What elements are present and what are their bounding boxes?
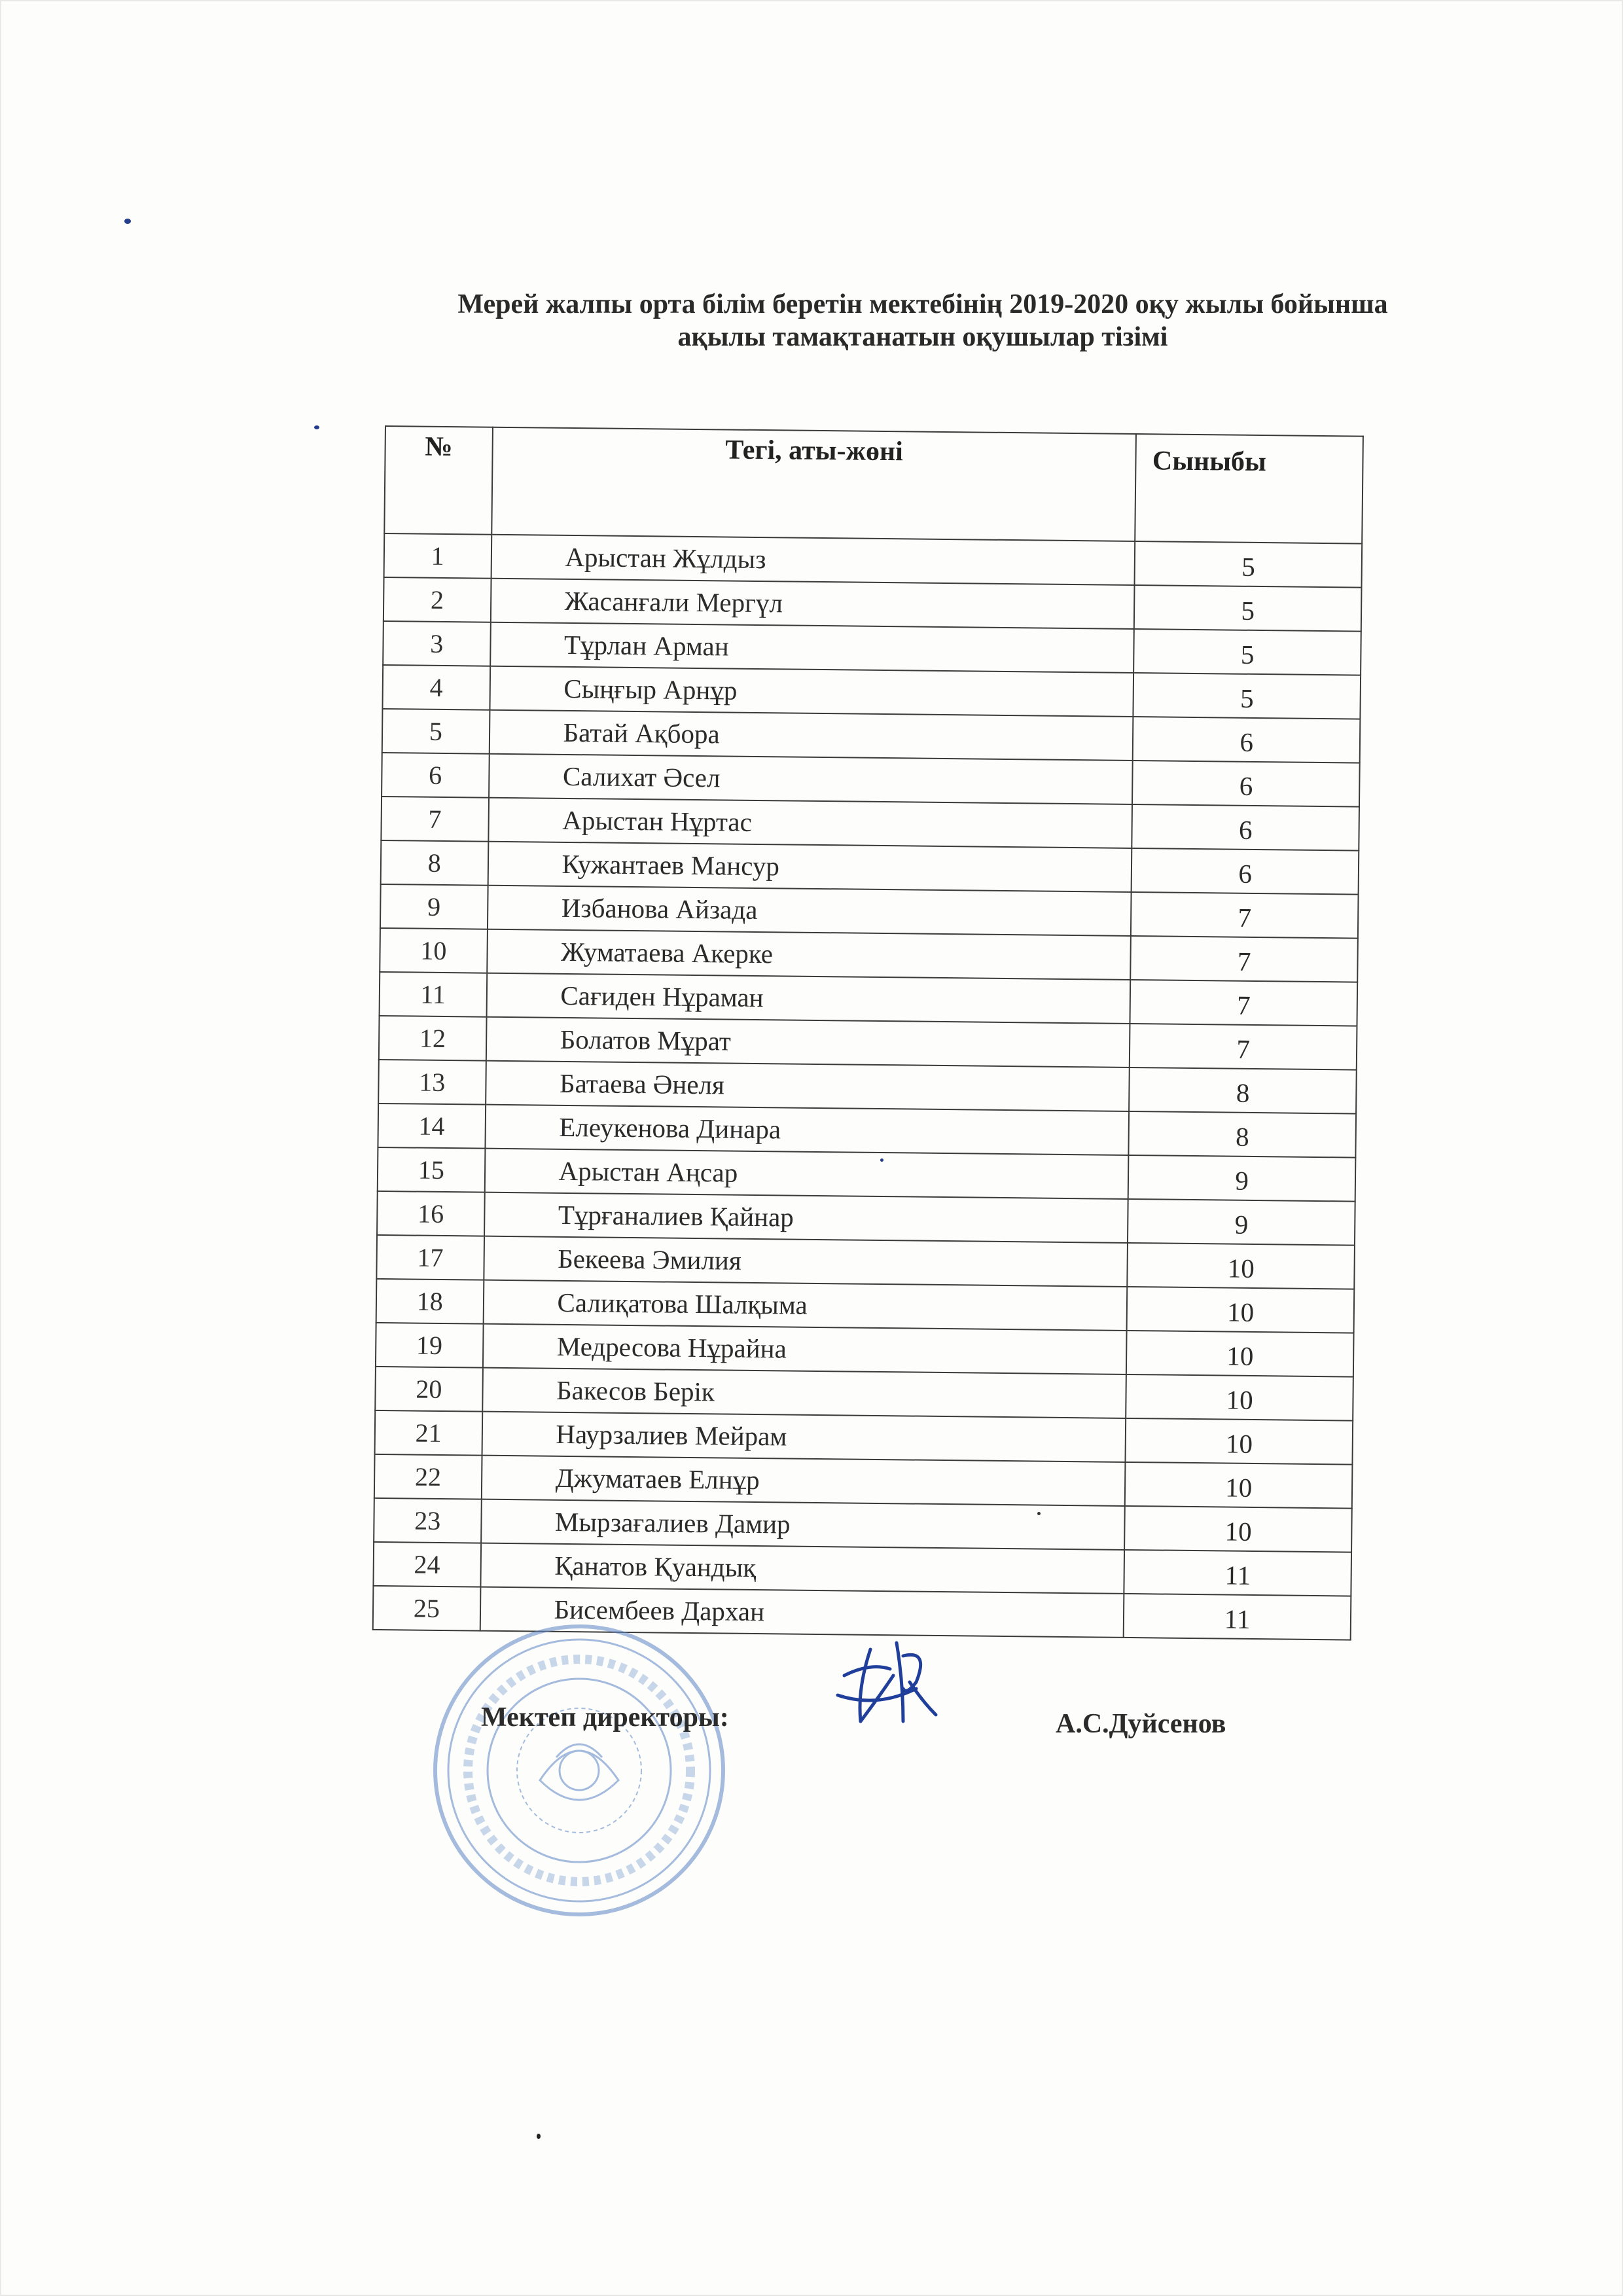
student-name: Тұрғаналиев Қайнар <box>484 1193 1129 1243</box>
student-class: 10 <box>1127 1287 1354 1333</box>
student-class: 10 <box>1126 1331 1353 1377</box>
row-number: 4 <box>382 665 490 710</box>
row-number: 23 <box>374 1498 481 1543</box>
student-class: 6 <box>1132 804 1359 851</box>
row-number: 8 <box>381 840 488 886</box>
row-number: 15 <box>378 1147 485 1193</box>
row-number: 12 <box>379 1016 486 1061</box>
table-header-row <box>384 426 1363 544</box>
row-number: 18 <box>376 1279 484 1324</box>
student-class: 8 <box>1129 1111 1356 1158</box>
student-class: 6 <box>1132 848 1359 895</box>
scan-speck <box>880 1158 883 1162</box>
title-line-2: ақылы тамақтанатын оқушылар тізімі <box>677 322 1168 352</box>
student-name: Наурзалиев Мейрам <box>482 1412 1126 1462</box>
row-number: 11 <box>380 972 487 1017</box>
student-name: Сағиден Нұраман <box>486 973 1131 1024</box>
row-number: 3 <box>383 621 490 666</box>
title-line-1: Мерей жалпы орта білім беретін мектебінің 2019-2020 оқу жылы бойынша <box>457 289 1388 319</box>
director-name: А.С.Дуйсенов <box>1056 1709 1226 1739</box>
official-seal-stamp <box>425 1617 733 1924</box>
student-class: 5 <box>1134 629 1361 675</box>
student-name: Арыстан Нұртас <box>488 798 1133 848</box>
student-name: Жасанғали Мергүл <box>490 579 1135 629</box>
row-number: 19 <box>376 1323 483 1368</box>
row-number: 20 <box>375 1367 482 1412</box>
student-name: Тұрлан Арман <box>490 622 1135 673</box>
header-name: Тегі, аты-жөні <box>491 427 1137 541</box>
student-name: Қанатов Қуандық <box>480 1543 1125 1594</box>
row-number: 10 <box>380 928 487 973</box>
student-class: 11 <box>1124 1550 1351 1596</box>
student-class: 8 <box>1130 1067 1357 1114</box>
row-number: 6 <box>382 753 489 798</box>
student-name: Мырзағалиев Дамир <box>481 1499 1126 1550</box>
student-class: 7 <box>1130 1024 1357 1070</box>
row-number: 5 <box>382 709 490 754</box>
student-name: Джуматаев Елнұр <box>481 1456 1126 1506</box>
student-name: Бисембеев Дархан <box>480 1587 1124 1638</box>
students-table <box>372 425 1364 1641</box>
student-name: Сыңғыр Арнұр <box>490 666 1134 717</box>
student-name: Кужантаев Мансур <box>488 842 1132 892</box>
student-name: Жуматаева Акерке <box>487 929 1132 980</box>
row-number: 16 <box>377 1191 484 1236</box>
student-name: Батаева Әнеля <box>486 1061 1130 1111</box>
scan-speck <box>1037 1512 1041 1515</box>
student-class: 7 <box>1130 980 1357 1026</box>
row-number: 14 <box>378 1103 485 1149</box>
student-class: 10 <box>1128 1243 1355 1289</box>
student-name: Болатов Мұрат <box>486 1017 1130 1067</box>
student-name: Арыстан Жұлдыз <box>491 535 1135 585</box>
student-name: Бекеева Эмилия <box>484 1236 1128 1287</box>
director-signature <box>831 1630 949 1734</box>
student-class: 7 <box>1131 892 1358 939</box>
row-number: 25 <box>373 1586 480 1631</box>
student-class: 5 <box>1135 541 1362 588</box>
row-number: 7 <box>381 797 488 842</box>
scan-speck <box>124 219 131 224</box>
student-class: 9 <box>1128 1199 1355 1246</box>
student-class: 6 <box>1132 761 1359 807</box>
student-class: 7 <box>1131 936 1358 982</box>
student-name: Бакесов Берік <box>482 1368 1127 1418</box>
student-class: 10 <box>1125 1462 1352 1509</box>
header-class: Сыныбы <box>1135 434 1363 544</box>
student-class: 10 <box>1126 1374 1353 1421</box>
row-number: 22 <box>374 1454 482 1499</box>
director-label: Мектеп директоры: <box>481 1702 729 1732</box>
row-number: 24 <box>373 1542 480 1587</box>
row-number: 9 <box>380 884 488 929</box>
scan-speck <box>314 425 319 429</box>
row-number: 1 <box>384 533 491 579</box>
header-number: № <box>384 426 492 535</box>
student-name: Избанова Айзада <box>488 886 1132 936</box>
row-number: 13 <box>378 1060 486 1105</box>
student-name: Батай Ақбора <box>489 710 1133 761</box>
student-class: 11 <box>1124 1594 1351 1640</box>
row-number: 21 <box>375 1410 482 1456</box>
document-title <box>275 288 1571 353</box>
student-class: 10 <box>1126 1418 1353 1465</box>
table-body <box>373 533 1362 1640</box>
student-class: 5 <box>1134 585 1361 632</box>
student-name: Салиқатова Шалқыма <box>483 1280 1128 1331</box>
row-number: 17 <box>376 1235 484 1280</box>
student-class: 9 <box>1128 1155 1355 1202</box>
student-name: Медресова Нұрайна <box>482 1324 1127 1374</box>
student-class: 10 <box>1125 1506 1352 1552</box>
student-class: 6 <box>1133 717 1360 763</box>
row-number: 2 <box>383 577 491 622</box>
student-name: Елеукенова Динара <box>485 1105 1130 1155</box>
scan-speck <box>537 2134 541 2139</box>
student-class: 5 <box>1133 673 1361 719</box>
student-name: Арыстан Аңсар <box>484 1149 1129 1199</box>
student-name: Салихат Әсел <box>489 754 1133 804</box>
